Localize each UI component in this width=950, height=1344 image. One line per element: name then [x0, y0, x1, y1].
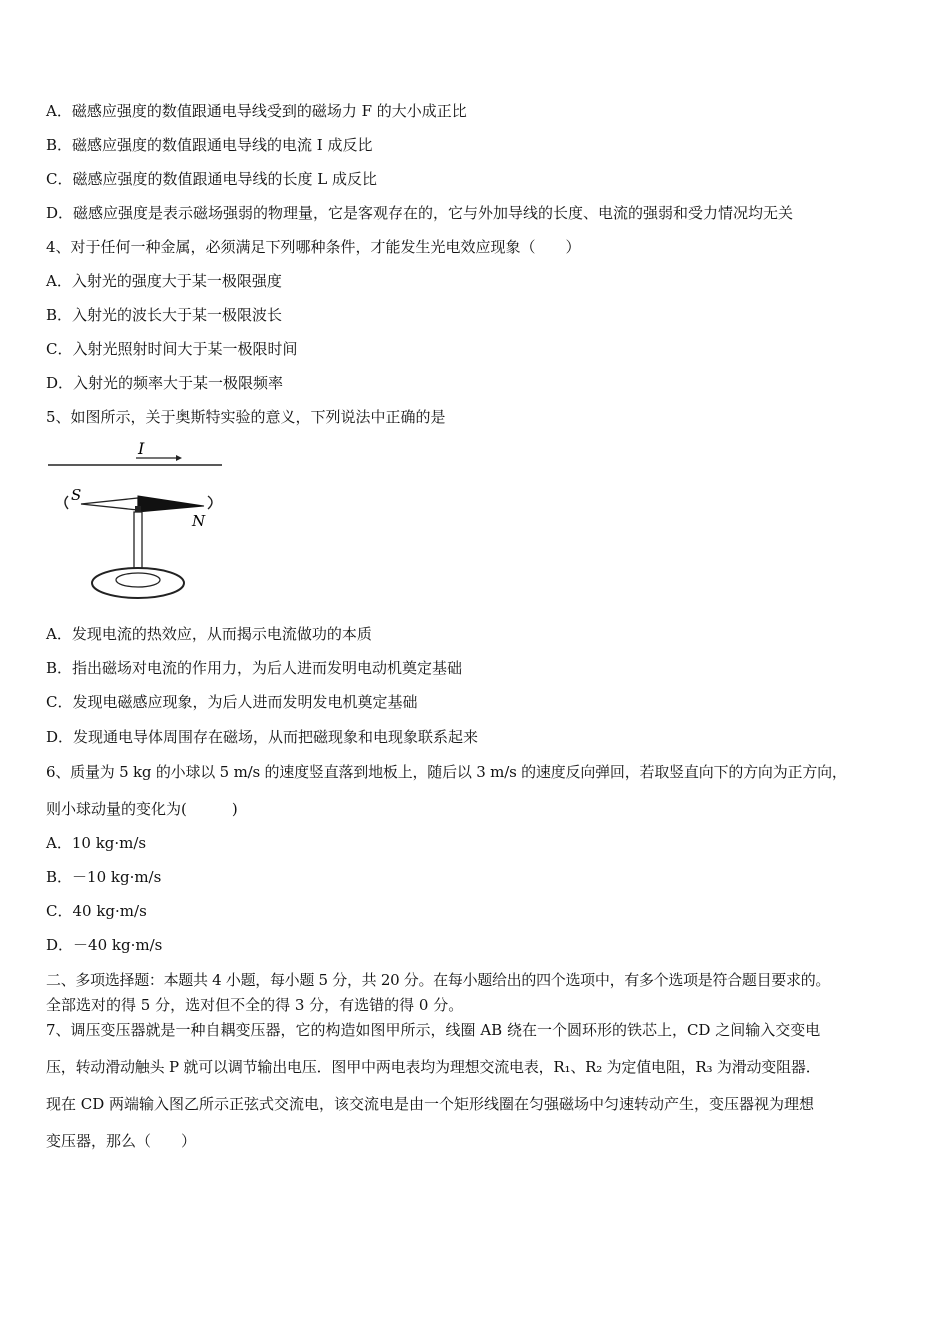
needle-pivot	[135, 506, 141, 512]
q6-option-d: D．－40 kg·m/s	[46, 936, 163, 954]
q7-stem-line3: 现在 CD 两端输入图乙所示正弦式交流电，该交流电是由一个矩形线圈在匀强磁场中匀速转动产生，变压器视为理想	[46, 1095, 815, 1113]
q7-stem-line2: 压，转动滑动触头 P 就可以调节输出电压．图甲中两电表均为理想交流电表，R₁、R₂ 为定值电阻，R₃ 为滑动变阻器．	[46, 1058, 821, 1076]
section2-heading-line2: 全部选对的得 5 分，选对但不全的得 3 分，有选错的得 0 分。	[46, 996, 464, 1014]
q7-stem-line1: 7、调压变压器就是一种自耦变压器，它的构造如图甲所示，线圈 AB 绕在一个圆环形的铁芯上，CD 之间输入交变电	[46, 1021, 821, 1039]
oersted-figure	[46, 434, 226, 610]
needle-north	[138, 496, 204, 512]
q4-option-c: C．入射光照射时间大于某一极限时间	[46, 340, 298, 358]
q5-option-c: C．发现电磁感应现象，为后人进而发明发电机奠定基础	[46, 693, 418, 711]
q6-option-c: C．40 kg·m/s	[46, 902, 147, 920]
q3-option-b: B．磁感应强度的数值跟通电导线的电流 I 成反比	[46, 136, 373, 154]
q6-option-b: B．－10 kg·m/s	[46, 868, 162, 886]
q6-stem-line2: 则小球动量的变化为( )	[46, 800, 238, 818]
q3-option-a: A．磁感应强度的数值跟通电导线受到的磁场力 F 的大小成正比	[46, 102, 467, 120]
stand-post	[134, 512, 142, 576]
q5-stem: 5、如图所示，关于奥斯特实验的意义，下列说法中正确的是	[46, 408, 446, 426]
current-label: I	[138, 439, 145, 458]
q4-option-d: D．入射光的频率大于某一极限频率	[46, 374, 284, 392]
q5-option-b: B．指出磁场对电流的作用力，为后人进而发明电动机奠定基础	[46, 659, 463, 677]
south-label: S	[71, 486, 82, 504]
rotation-arrow-left	[65, 496, 68, 509]
q5-option-a: A．发现电流的热效应，从而揭示电流做功的本质	[46, 625, 372, 643]
q6-option-a: A．10 kg·m/s	[46, 834, 147, 852]
north-label: N	[192, 512, 206, 530]
q3-option-c: C．磁感应强度的数值跟通电导线的长度 L 成反比	[46, 170, 377, 188]
q4-option-a: A．入射光的强度大于某一极限强度	[46, 272, 282, 290]
q6-stem-line1: 6、质量为 5 kg 的小球以 5 m/s 的速度竖直落到地板上，随后以 3 m/s 的速度反向弹回，若取竖直向下的方向为正方向，	[46, 763, 847, 781]
current-arrow-head	[176, 455, 182, 461]
rotation-arrow-right	[208, 496, 212, 509]
q4-stem: 4、对于任何一种金属，必须满足下列哪种条件，才能发生光电效应现象（ ）	[46, 238, 581, 256]
section2-heading-line1: 二、多项选择题：本题共 4 小题，每小题 5 分，共 20 分。在每小题给出的四个选项中，有多个选项是符合题目要求的。	[46, 971, 831, 989]
q5-option-d: D．发现通电导体周围存在磁场，从而把磁现象和电现象联系起来	[46, 728, 479, 746]
needle-south	[81, 498, 138, 510]
q3-option-d: D．磁感应强度是表示磁场强弱的物理量，它是客观存在的，它与外加导线的长度、电流的强弱和受力情况均无关	[46, 204, 794, 222]
q7-stem-line4: 变压器，那么（ ）	[46, 1132, 197, 1150]
q4-option-b: B．入射光的波长大于某一极限波长	[46, 306, 283, 324]
